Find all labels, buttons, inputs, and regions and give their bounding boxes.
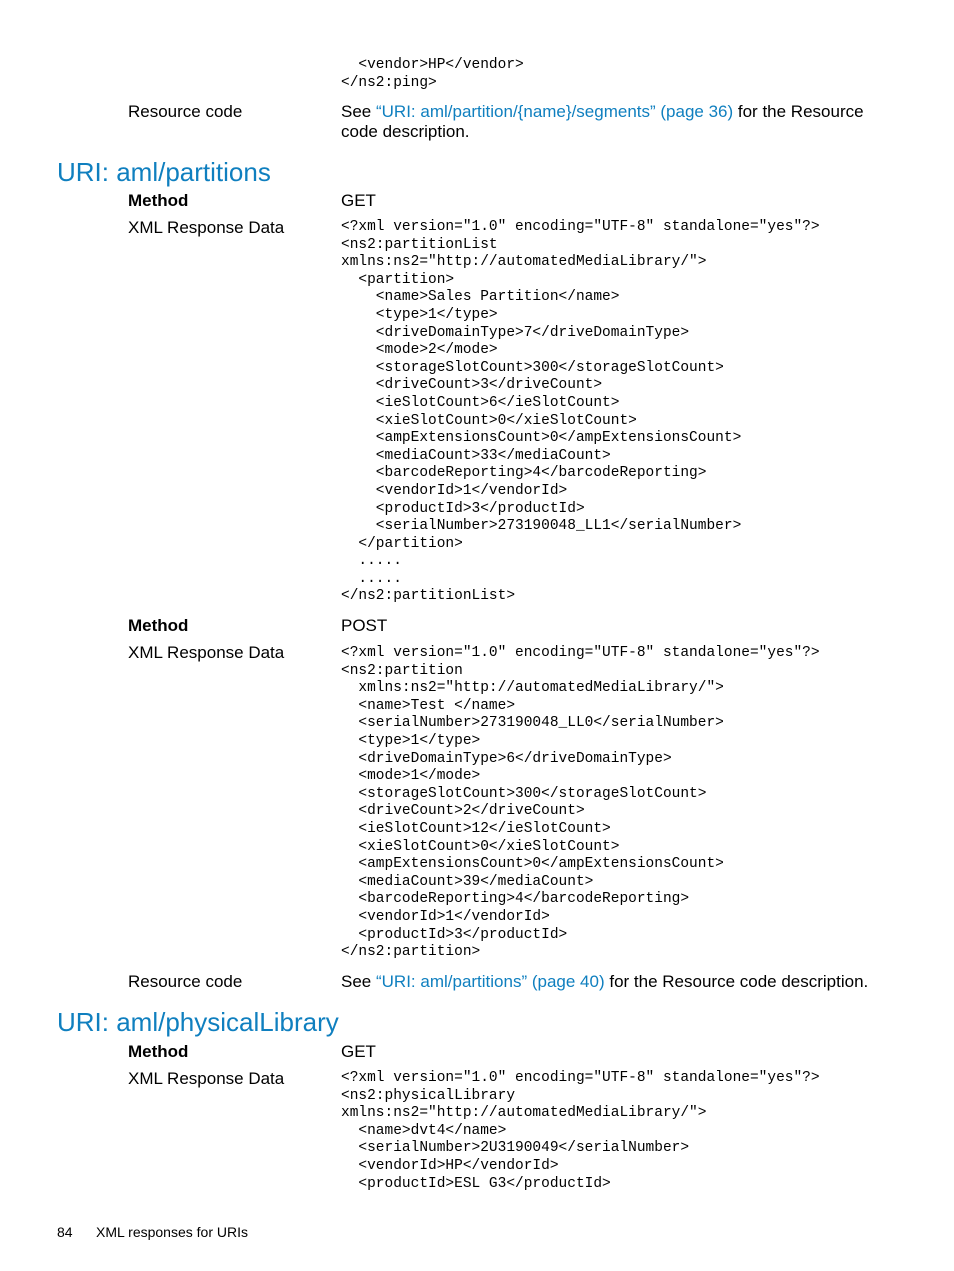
resource-code-label: Resource code [128, 972, 243, 991]
segments-page-link[interactable]: “URI: aml/partition/{name}/segments” (page 36) [375, 102, 734, 121]
section-heading-physical-library: URI: aml/physicalLibrary [57, 1007, 339, 1037]
page-number: 84 [57, 1224, 73, 1240]
method-label: Method [128, 616, 189, 635]
xml-response-label: XML Response Data [128, 1069, 285, 1088]
resource-code-label: Resource code [128, 102, 243, 121]
footer-title: XML responses for URIs [96, 1224, 248, 1240]
resource-code-description: See “URI: aml/partitions” (page 40) for the Resource code description. [341, 972, 869, 991]
physical-library-xml-code: <?xml version="1.0" encoding="UTF-8" standalone="yes"?> <ns2:physicalLibrary xmlns:ns2="http://automatedMediaLibrary/"> <name>dvt4</name> <serialNumber>2U3190049</serialNumber> <vendorId>HP</vendorId> <productId>ESL G3</productId> [341, 1070, 820, 1192]
method-value-get: GET [341, 1042, 376, 1061]
ping-code-tail: <vendor>HP</vendor> </ns2:ping> [341, 57, 524, 91]
method-label: Method [128, 191, 189, 210]
method-value-post: POST [341, 616, 388, 635]
partitions-post-xml-code: <?xml version="1.0" encoding="UTF-8" standalone="yes"?> <ns2:partition xmlns:ns2="http://automatedMediaLibrary/"> <name>Test </name> <serialNumber>273190048_LL0</serialNumber> <type>1</type> <driveDomainType>6</driveDomainType> <mode>1</mode> <storageSlotCount>300</storageSlotCount> <driveCount>2</driveCount> <ieSlotCount>12</ieSlotCount> <xieSlotCount>0</xieSlotCount> <ampExtensionsCount>0</ampExtensionsCount> <mediaCount>39</mediaCount> <barcodeReporting>4</barcodeReporting> <vendorId>1</vendorId> <productId>3</productId> </ns2:partition> [341, 645, 820, 961]
xml-response-label: XML Response Data [128, 643, 285, 662]
partitions-page-link[interactable]: “URI: aml/partitions” (page 40) [375, 972, 605, 991]
resource-code-description: See “URI: aml/partition/{name}/segments” (page 36) for the Resource code description. [341, 102, 864, 141]
partitions-get-xml-code: <?xml version="1.0" encoding="UTF-8" standalone="yes"?> <ns2:partitionList xmlns:ns2="http://automatedMediaLibrary/"> <partition> <name>Sales Partition</name> <type>1</type> <driveDomainType>7</driveDomainType> <mode>2</mode> <storageSlotCount>300</storageSlotCount> <driveCount>3</driveCount> <ieSlotCount>6</ieSlotCount> <xieSlotCount>0</xieSlotCount> <ampExtensionsCount>0</ampExtensionsCount> <mediaCount>33</mediaCount> <barcodeReporting>4</barcodeReporting> <vendorId>1</vendorId> <productId>3</productId> <serialNumber>273190048_LL1</serialNumber> </partition> ..... ..... </ns2:partitionList> [341, 219, 820, 605]
method-label: Method [128, 1042, 189, 1061]
xml-response-label: XML Response Data [128, 218, 285, 237]
section-heading-partitions: URI: aml/partitions [57, 157, 271, 187]
method-value-get: GET [341, 191, 376, 210]
